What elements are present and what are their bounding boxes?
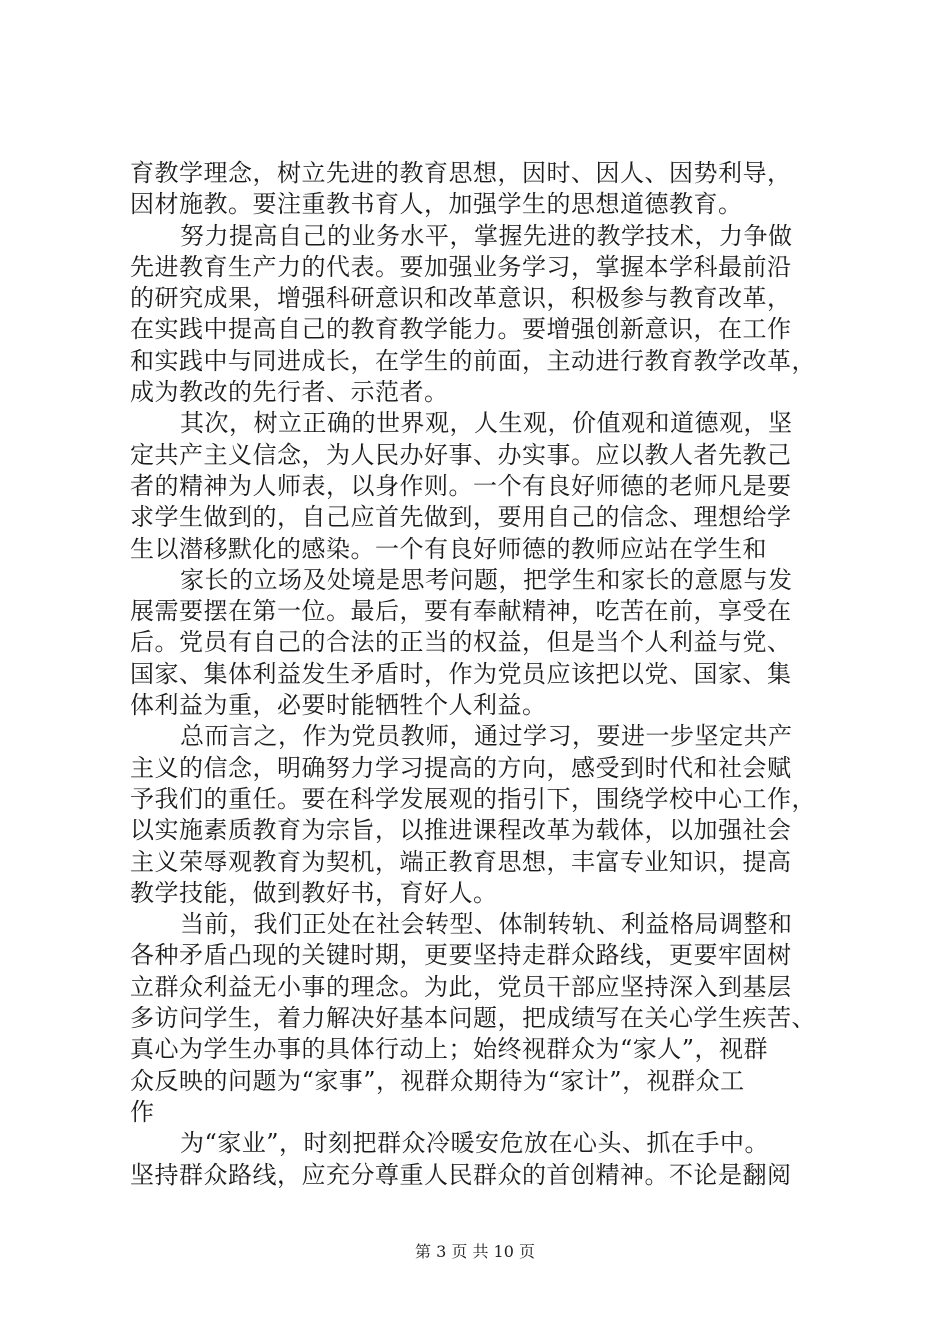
text-line: 主义荣辱观教育为契机，端正教育思想，丰富专业知识，提高 bbox=[130, 847, 792, 876]
text-line: 后。党员有自己的合法的正当的权益，但是当个人利益与党、 bbox=[130, 628, 792, 657]
text-line: 予我们的重任。要在科学发展观的指引下，围绕学校中心工作， bbox=[130, 784, 816, 813]
text-line: 国家、集体利益发生矛盾时，作为党员应该把以党、国家、集 bbox=[130, 659, 792, 688]
text-line: 努力提高自己的业务水平，掌握先进的教学技术，力争做 bbox=[180, 221, 793, 250]
text-line: 成为教改的先行者、示范者。 bbox=[130, 378, 449, 407]
text-line: 求学生做到的，自己应首先做到，要用自己的信念、理想给学 bbox=[130, 503, 792, 532]
text-line: 先进教育生产力的代表。要加强业务学习，掌握本学科最前沿 bbox=[130, 252, 792, 281]
text-line: 立群众利益无小事的理念。为此，党员干部应坚持深入到基层 bbox=[130, 972, 792, 1001]
text-line: 因材施教。要注重教书育人，加强学生的思想道德教育。 bbox=[130, 190, 743, 219]
text-line: 家长的立场及处境是思考问题，把学生和家长的意愿与发 bbox=[180, 565, 793, 594]
page-footer: 第 3 页 共 10 页 bbox=[415, 1242, 535, 1261]
text-line: 各种矛盾凸现的关键时期，更要坚持走群众路线，更要牢固树 bbox=[130, 941, 792, 970]
text-line: 众反映的问题为“家事”，视群众期待为“家计”，视群众工 bbox=[130, 1066, 745, 1095]
document-body bbox=[130, 158, 830, 1191]
text-line: 作 bbox=[130, 1097, 155, 1126]
text-line: 教学技能，做到教好书，育好人。 bbox=[130, 878, 498, 907]
text-line: 生以潜移默化的感染。一个有良好师德的教师应站在学生和 bbox=[130, 534, 767, 563]
text-line: 当前，我们正处在社会转型、体制转轨、利益格局调整和 bbox=[180, 910, 793, 939]
text-line: 和实践中与同进成长，在学生的前面，主动进行教育教学改革， bbox=[130, 346, 816, 375]
text-line: 在实践中提高自己的教育教学能力。要增强创新意识，在工作 bbox=[130, 315, 792, 344]
text-line: 育教学理念，树立先进的教育思想，因时、因人、因势利导， bbox=[130, 159, 792, 187]
text-line: 总而言之，作为党员教师，通过学习，要进一步坚定共产 bbox=[180, 722, 793, 751]
text-line: 定共产主义信念，为人民办好事、办实事。应以教人者先教己 bbox=[130, 440, 792, 469]
text-line: 为“家业”，时刻把群众冷暖安危放在心头、抓在手中。 bbox=[180, 1129, 770, 1158]
text-line: 其次，树立正确的世界观，人生观，价值观和道德观，坚 bbox=[180, 409, 793, 438]
text-line: 多访问学生，着力解决好基本问题，把成绩写在关心学生疾苦、 bbox=[130, 1004, 816, 1033]
text-line: 展需要摆在第一位。最后，要有奉献精神，吃苦在前，享受在 bbox=[130, 597, 792, 626]
text-line: 以实施素质教育为宗旨，以推进课程改革为载体，以加强社会 bbox=[130, 816, 792, 845]
text-line: 真心为学生办事的具体行动上；始终视群众为“家人”，视群 bbox=[130, 1035, 769, 1064]
text-line: 体利益为重，必要时能牺牲个人利益。 bbox=[130, 691, 547, 720]
text-line: 者的精神为人师表，以身作则。一个有良好师德的老师凡是要 bbox=[130, 471, 792, 500]
text-line: 坚持群众路线，应充分尊重人民群众的首创精神。不论是翻阅 bbox=[130, 1160, 792, 1189]
text-line: 的研究成果，增强科研意识和改革意识，积极参与教育改革， bbox=[130, 284, 792, 313]
text-line: 主义的信念，明确努力学习提高的方向，感受到时代和社会赋 bbox=[130, 753, 792, 782]
